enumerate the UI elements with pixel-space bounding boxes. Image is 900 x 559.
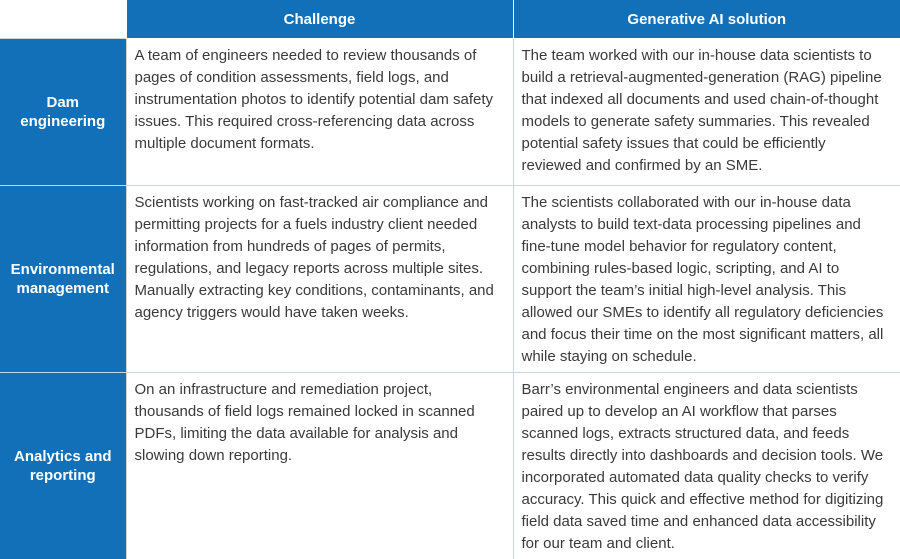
table-row (0, 39, 900, 186)
challenge-cell: Scientists working on fast-tracked air compliance and permitting projects for a fuels industry client needed information from hundreds of pages of permits, regulations, and legacy reports across multiple sites. Manually extracting key conditions, contaminants, and agency triggers would have taken weeks. (126, 186, 513, 373)
solution-cell: Barr’s environmental engineers and data scientists paired up to develop an AI workflow that parses scanned logs, extracts structured data, and feeds results directly into dashboards and decision tools. We incorporated automated data quality checks to verify accuracy. This quick and effective method for digitizing field data saved time and enhanced data accessibility for our team and client. (513, 373, 900, 559)
table-row (0, 186, 900, 373)
row-label-environmental-management: Environmental management (0, 186, 126, 373)
row-label-dam-engineering: Dam engineering (0, 39, 126, 186)
header-row (0, 0, 900, 39)
table-row (0, 373, 900, 559)
challenge-cell: A team of engineers needed to review thousands of pages of condition assessments, field logs, and instrumentation photos to identify potential dam safety issues. This required cross-referencing data across multiple document formats. (126, 39, 513, 186)
solution-cell: The team worked with our in-house data scientists to build a retrieval-augmented-generation (RAG) pipeline that indexed all documents and used chain-of-thought models to generate safety summaries. This revealed potential safety issues that could be efficiently reviewed and confirmed by an SME. (513, 39, 900, 186)
header-challenge: Challenge (126, 0, 513, 39)
challenge-cell: On an infrastructure and remediation project, thousands of field logs remained locked in scanned PDFs, limiting the data available for analysis and slowing down reporting. (126, 373, 513, 559)
solution-cell: The scientists collaborated with our in-house data analysts to build text-data processing pipelines and fine-tune model behavior for regulatory content, combining rules-based logic, scripting, and AI to support the team’s initial high-level analysis. This allowed our SMEs to identify all regulatory deficiencies and focus their time on the most significant matters, all while staying on schedule. (513, 186, 900, 373)
header-solution: Generative AI solution (513, 0, 900, 39)
row-label-analytics-and-reporting: Analytics and reporting (0, 373, 126, 559)
header-corner (0, 0, 126, 39)
